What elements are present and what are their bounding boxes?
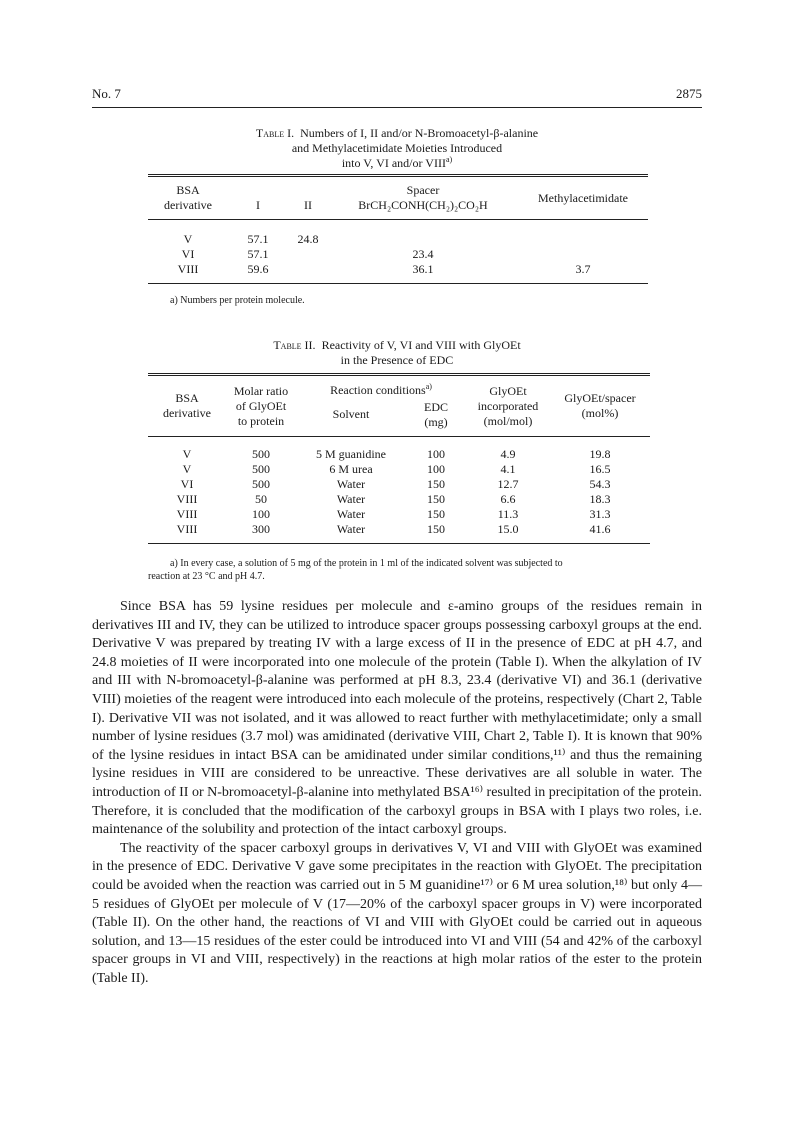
col-header-edc: EDC (mg): [424, 399, 448, 429]
header-rule: [92, 107, 702, 108]
table2-label: Table II.: [273, 338, 316, 352]
table2-header-row: [148, 375, 650, 437]
table1-caption: Table I. Numbers of I, II and/or N-Bromoacetyl-β-alanine and Methylacetimidate Moieties Introduced into V, VI and/or VIII$^{a)}$: [255, 126, 539, 170]
body-text: [92, 598, 702, 988]
table2-caption: Table II. Reactivity of V, VI and VIII with GlyOEt in the Presence of EDC: [273, 338, 521, 367]
table2-footnote: a) In every case, a solution of 5 mg of the protein in 1 ml of the indicated solvent was subjected to reaction at 23 °C and pH 4.7.: [148, 558, 563, 582]
page-number: 2875: [676, 86, 702, 101]
table-row: V 500 5 M guanidine 100 4.9 19.8: [182, 447, 611, 461]
col-header-ii: II: [304, 198, 312, 212]
table1: [148, 174, 648, 284]
table-row: VI 57.1 23.4: [181, 247, 434, 261]
table-row: VIII 59.6 36.1 3.7: [177, 262, 591, 276]
paragraph-1: Since BSA has 59 lysine residues per molecule and ε-amino groups of the residues remain in derivatives III and IV, they can be utilized to introduce spacer groups possessing carboxyl groups at the end. Derivative V was prepared by treating IV with a large excess of II in the presence of EDC at pH 4.7, and 24.8 moieties of II were incorporated into one molecule of the protein (Table I). When the alkylation of IV and III with N-bromoacetyl-β-alanine was performed at pH 8.3, 23.4 (derivative VI) and 36.1 (derivative VIII) moieties of the reagent were introduced into each molecule of the proteins, respectively (Chart 2, Table I). Derivative VII was not isolated, and it was allowed to react further with methylacetimidate; only a small number of lysine residues (3.7 mol) was amidinated (derivative VIII, Chart 2, Table I). It is known that 90% of the lysine residues in intact BSA can be amidinated under similar conditions,¹¹⁾ and thus the remaining lysine residues in VIII are considered to be unreactive. These derivatives are all soluble in water. The introduction of II or N-bromoacetyl-β-alanine into methylated BSA¹⁶⁾ resulted in precipitation of the protein. Therefore, it is concluded that the modification of the carboxyl groups in BSA with I plays two roles, i.e. maintenance of the solubility and protection of the intact carboxyl groups.: [92, 599, 702, 838]
col-header-molar-ratio: Molar ratio of GlyOEt to protein: [233, 383, 289, 428]
journal-issue: No. 7: [92, 86, 121, 101]
paragraph-2: The reactivity of the spacer carboxyl groups in derivatives V, VI and VIII with GlyOEt was examined in the presence of EDC. Derivative V gave some precipitates in the reaction with GlyOEt. The precipitation could be avoided when the reaction was carried out in 5 M guanidine¹⁷⁾ or 6 M urea solution,¹⁸⁾ but only 4—5 residues of GlyOEt per molecule of V (17—20% of the carboxyl spacer groups in V) were incorporated (Table II). On the other hand, the reactions of VI and VIII with GlyOEt could be carried out in aqueous solution, and 13—15 residues of the ester could be introduced into VI and VIII (54 and 42% of the carboxyl spacer groups in VI and VIII, respectively) in the reactions at high molar ratios of the ester to the protein (Table II).: [92, 840, 702, 986]
table2: [148, 373, 650, 544]
col-header-glyoet-incorporated: GlyOEt incorporated (mol/mol): [477, 383, 539, 428]
table1-label: Table I.: [255, 126, 295, 140]
table-row: VI 500 Water 150 12.7 54.3: [180, 477, 611, 491]
col-header-spacer: Spacer BrCH₂CONH(CH₂)₂CO₂H: [358, 183, 488, 212]
col-header-methylacetimidate: Methylacetimidate: [538, 190, 628, 205]
col-header-solvent: Solvent: [332, 407, 370, 421]
table1-footnote: a) Numbers per protein molecule.: [170, 295, 305, 306]
table-row: VIII 100 Water 150 11.3 31.3: [176, 507, 611, 521]
col-header-bsa: BSA derivative: [163, 391, 211, 420]
col-header-glyoet-spacer: GlyOEt/spacer (mol%): [564, 391, 636, 420]
table1-header-row: [148, 176, 648, 220]
table-row: V 500 6 M urea 100 4.1 16.5: [182, 462, 611, 476]
table-row: V 57.1 24.8: [183, 232, 319, 246]
col-header-i: I: [256, 198, 260, 212]
table-row: VIII 300 Water 150 15.0 41.6: [176, 522, 611, 536]
table-row: VIII 50 Water 150 6.6 18.3: [176, 492, 611, 506]
col-header-reaction-conditions: Reaction conditions$^{a)}$ Solvent EDC (mg): [296, 375, 466, 437]
col-header-bsa: BSA derivative: [164, 183, 212, 212]
